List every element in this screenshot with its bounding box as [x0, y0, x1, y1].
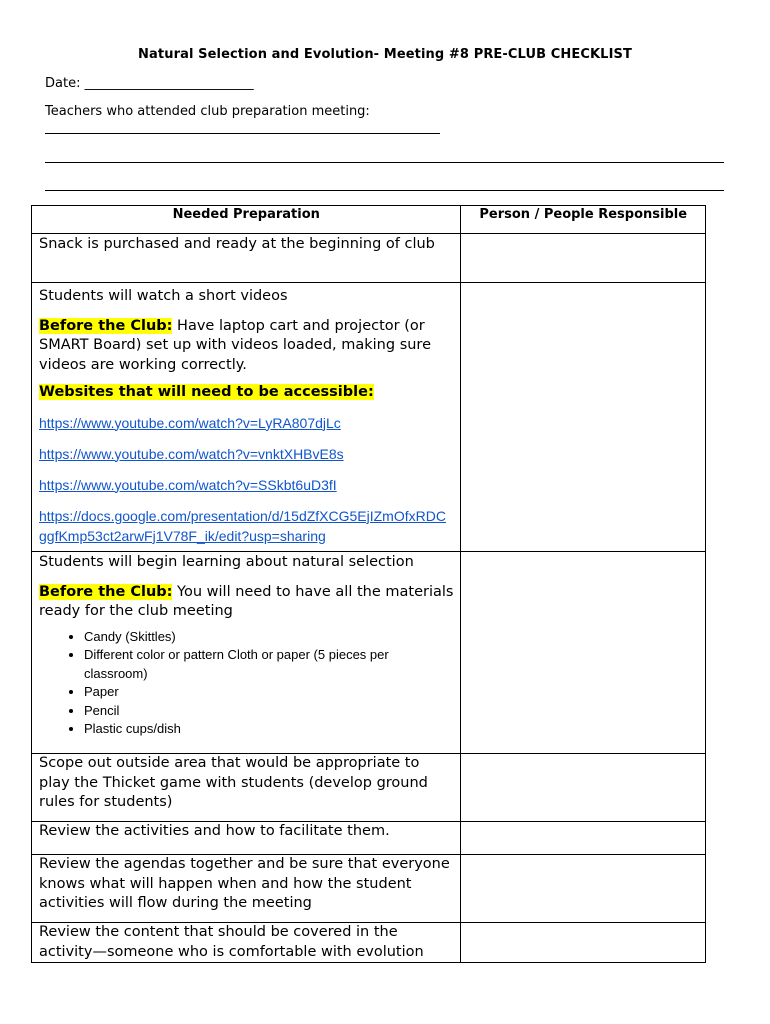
teachers-label: Teachers who attended club preparation meeting:: [45, 104, 370, 119]
responsible-cell-snack[interactable]: [461, 234, 706, 283]
responsible-cell-review-content[interactable]: [461, 923, 706, 963]
videos-before-text: Have laptop cart and projector (or SMART Board) set up with videos loaded, making sure videos are working correctly.: [39, 317, 431, 373]
table-row: [32, 754, 706, 822]
row-videos: [32, 283, 461, 552]
natural-before-paragraph: [39, 583, 453, 622]
table-row: [32, 855, 706, 923]
scope-text: Scope out outside area that would be appropriate to play the Thicket game with students (develop ground rules for students): [39, 755, 428, 810]
responsible-cell-videos[interactable]: [461, 283, 706, 552]
list-item: • Different color or pattern Cloth or paper (5 pieces per classroom): [84, 646, 453, 683]
websites-highlight: Websites that will need to be accessible:: [39, 384, 374, 400]
teachers-blank-line-3[interactable]: [45, 190, 724, 191]
row-review-activities: [32, 822, 461, 855]
row-review-agendas: [32, 855, 461, 923]
video-link-1[interactable]: https://www.youtube.com/watch?v=LyRA807djLc: [39, 414, 341, 431]
table-row: [32, 822, 706, 855]
header-person-responsible: Person / People Responsible: [461, 206, 706, 234]
date-field[interactable]: Date: __________________________: [45, 76, 254, 91]
responsible-cell-review-agendas[interactable]: [461, 855, 706, 923]
teachers-blank-line-2[interactable]: [45, 162, 724, 163]
materials-list: [39, 628, 453, 739]
review-activities-text: Review the activities and how to facilitate them.: [39, 823, 390, 839]
responsible-cell-scope[interactable]: [461, 754, 706, 822]
presentation-link[interactable]: https://docs.google.com/presentation/d/15dZfXCG5EjIZmOfxRDCggfKmp53ct2arwFj1V78F_ik/edit?usp=sharing: [39, 507, 446, 544]
list-item: • Pencil: [84, 702, 453, 721]
row-review-content: [32, 923, 461, 963]
table-row: [32, 923, 706, 963]
responsible-cell-review-activities[interactable]: [461, 822, 706, 855]
review-agendas-text: Review the agendas together and be sure that everyone knows what will happen when and how the student activities will flow during the meeting: [39, 856, 450, 911]
table-row: [32, 552, 706, 754]
checklist-table: [31, 205, 706, 963]
list-item: • Plastic cups/dish: [84, 720, 453, 739]
table-row: [32, 283, 706, 552]
row-snack: [32, 234, 461, 283]
snack-text: Snack is purchased and ready at the beginning of club: [39, 236, 435, 252]
videos-before-paragraph: [39, 317, 453, 376]
natural-intro: Students will begin learning about natural selection: [39, 554, 414, 570]
websites-paragraph: [39, 383, 453, 403]
review-content-text: Review the content that should be covered in the activity—someone who is comfortable with evolution: [39, 924, 424, 960]
header-needed-preparation: Needed Preparation: [32, 206, 461, 234]
natural-before-text: You will need to have all the materials ready for the club meeting: [39, 583, 454, 619]
video-link-2[interactable]: https://www.youtube.com/watch?v=vnktXHBvE8s: [39, 445, 344, 462]
teachers-blank-line-1[interactable]: [45, 133, 440, 134]
responsible-cell-natural[interactable]: [461, 552, 706, 754]
table-header-row: [32, 206, 706, 234]
videos-intro: Students will watch a short videos: [39, 288, 288, 304]
before-club-highlight: Before the Club:: [39, 317, 173, 334]
table-row: [32, 234, 706, 283]
list-item: • Candy (Skittles): [84, 628, 453, 647]
video-link-3[interactable]: https://www.youtube.com/watch?v=SSkbt6uD3fI: [39, 476, 337, 493]
row-scope: [32, 754, 461, 822]
before-club-highlight: Before the Club:: [39, 583, 173, 600]
list-item: • Paper: [84, 683, 453, 702]
row-natural-selection: [32, 552, 461, 754]
document-title: Natural Selection and Evolution- Meeting #8 PRE-CLUB CHECKLIST: [138, 47, 632, 62]
